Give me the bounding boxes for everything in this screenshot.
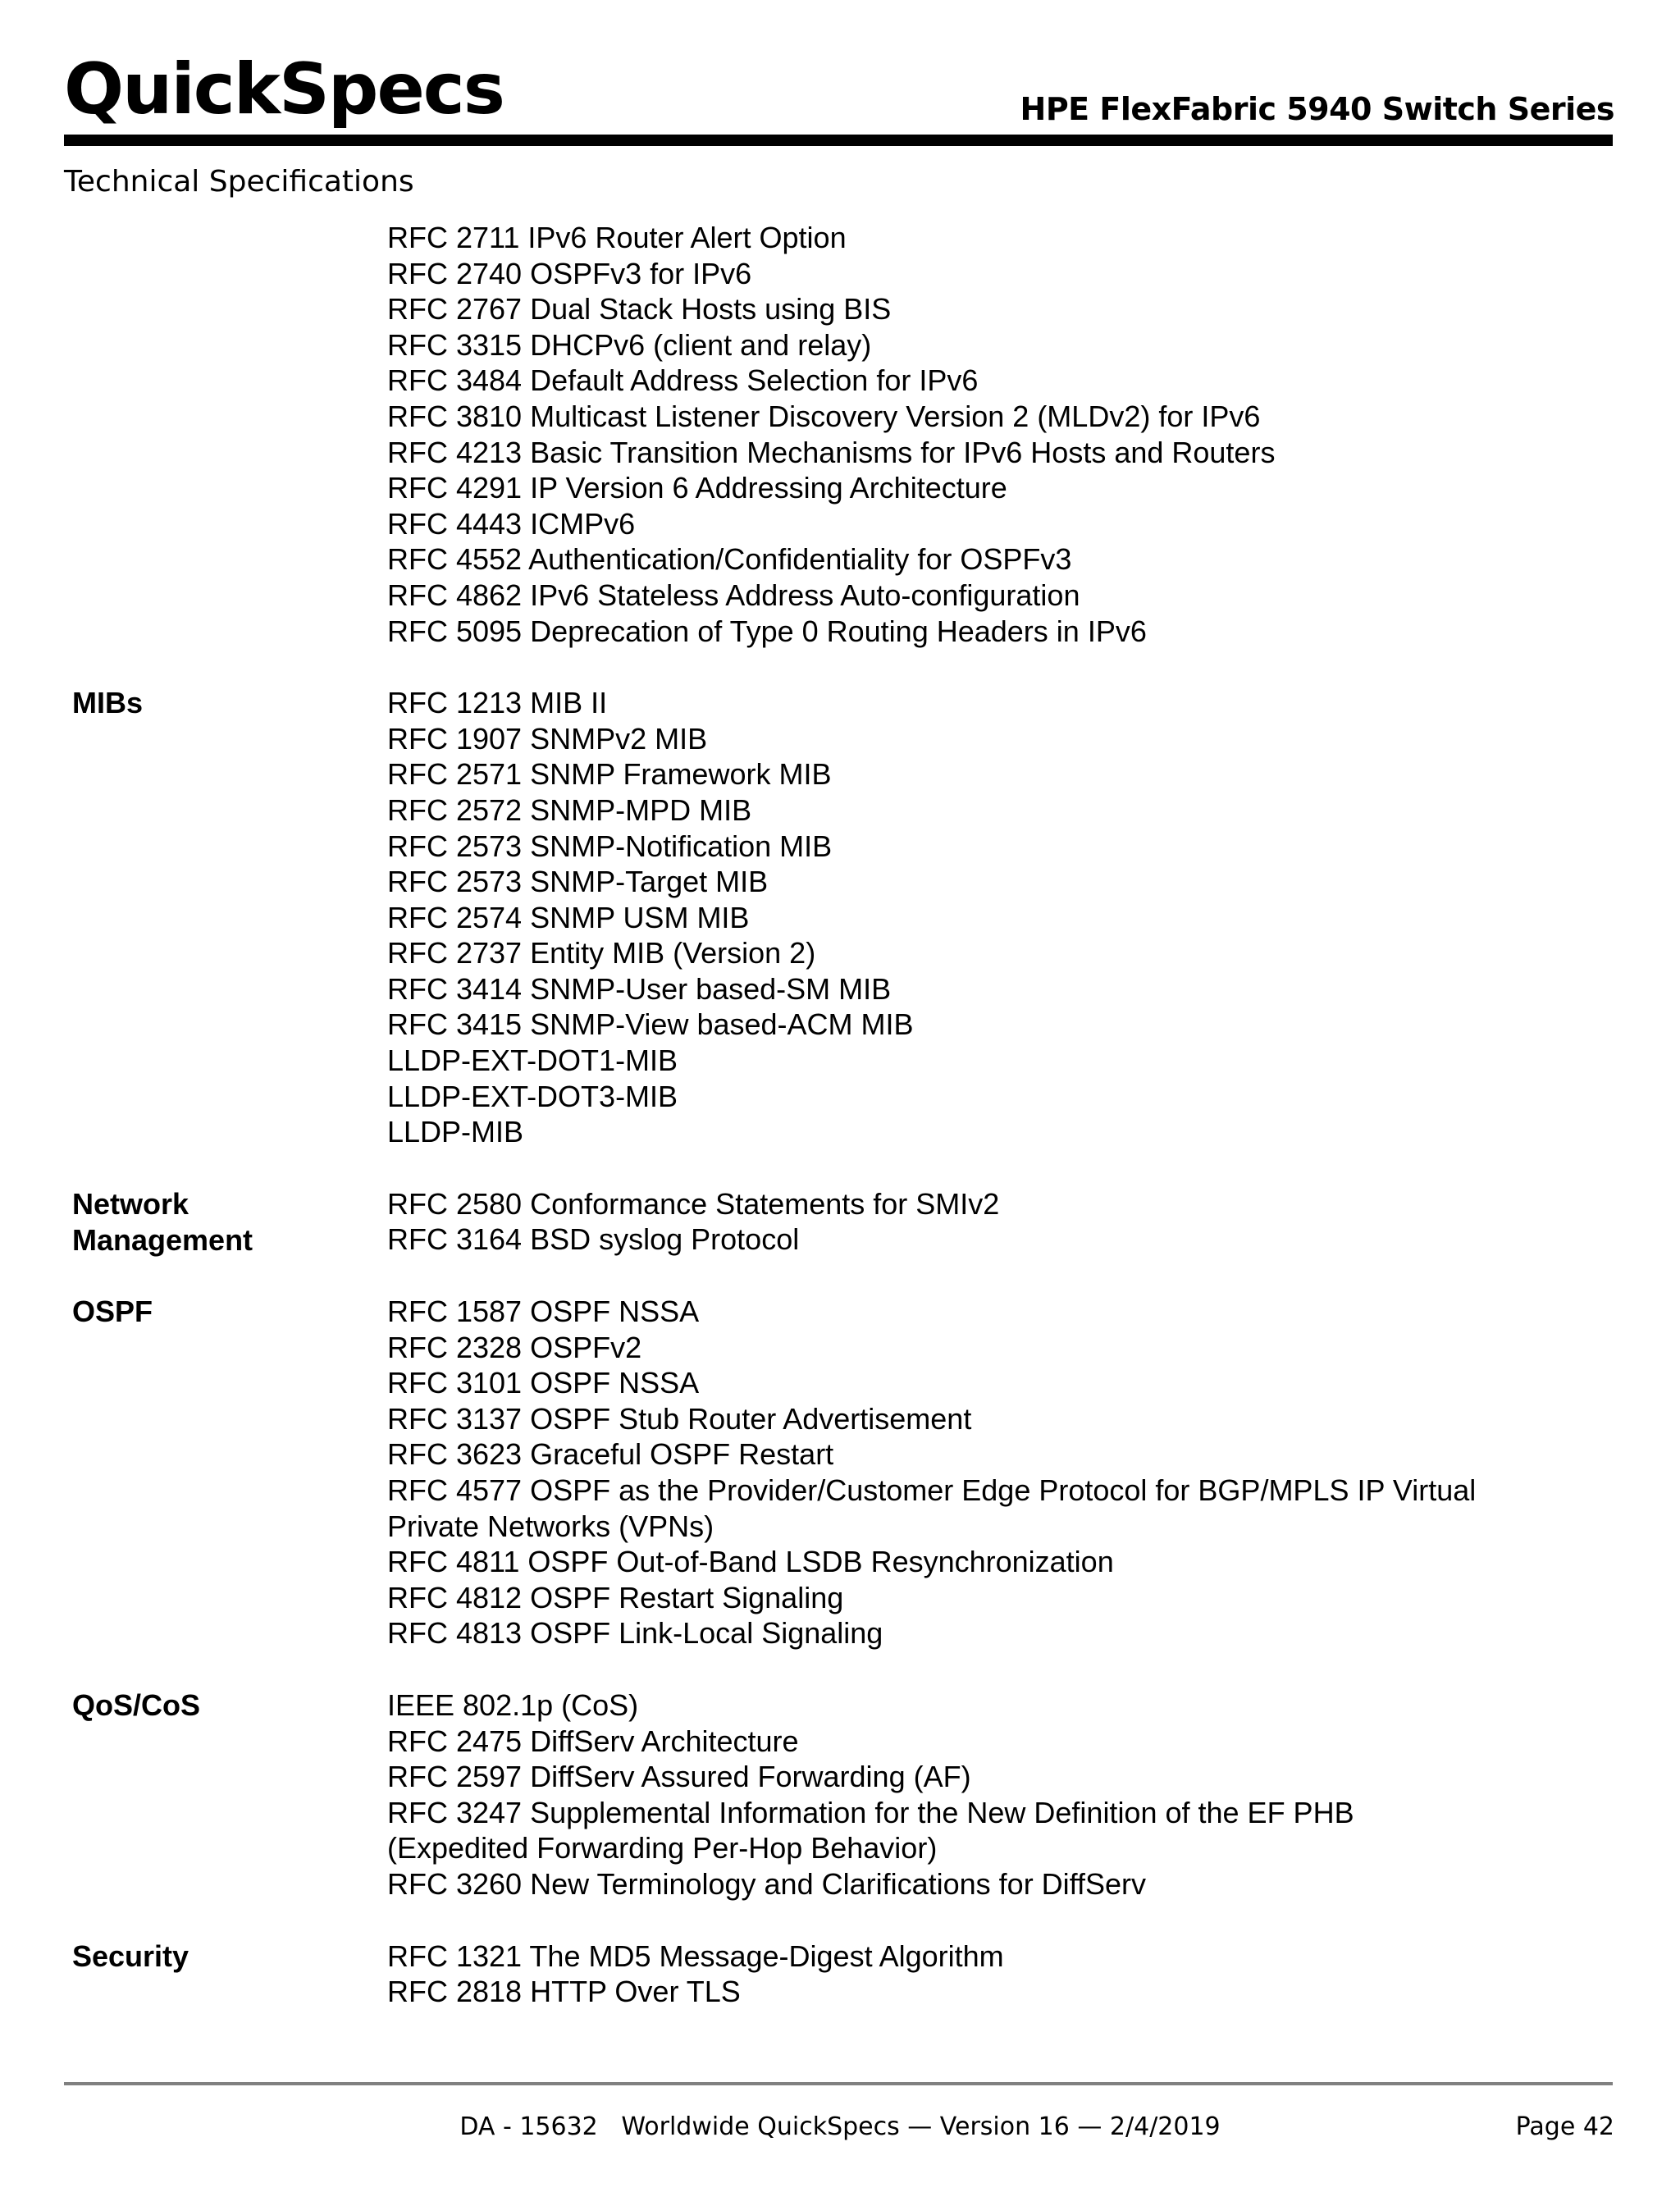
spec-item: LLDP-EXT-DOT1-MIB — [387, 1043, 678, 1078]
spec-item: RFC 4213 Basic Transition Mechanisms for IPv6 Hosts and Routers — [387, 435, 1276, 469]
spec-item-list — [387, 220, 1568, 649]
spec-item: RFC 2711 IPv6 Router Alert Option — [387, 221, 847, 254]
spec-item: RFC 2574 SNMP USM MIB — [387, 900, 750, 934]
spec-item: LLDP-EXT-DOT3-MIB — [387, 1079, 678, 1113]
spec-item: RFC 1321 The MD5 Message-Digest Algorithm — [387, 1939, 1004, 1973]
spec-item: RFC 4291 IP Version 6 Addressing Architecture — [387, 471, 1007, 505]
header-divider — [64, 135, 1613, 146]
spec-item: RFC 3137 OSPF Stub Router Advertisement — [387, 1401, 972, 1436]
spec-item: RFC 2572 SNMP-MPD MIB — [387, 792, 752, 827]
spec-item: RFC 3164 BSD syslog Protocol — [387, 1222, 800, 1257]
spec-category-label: OSPF — [72, 1295, 153, 1329]
spec-item: RFC 3414 SNMP-User based-SM MIB — [387, 971, 892, 1006]
spec-item-list — [387, 1687, 1568, 1902]
spec-block — [0, 1687, 1680, 1902]
spec-item: RFC 3101 OSPF NSSA — [387, 1366, 700, 1400]
spec-item-list — [387, 1294, 1568, 1651]
spec-item-list — [387, 685, 1568, 1150]
spec-item: RFC 2580 Conformance Statements for SMIv2 — [387, 1186, 1000, 1221]
spec-block — [0, 1186, 1680, 1258]
spec-item: RFC 4812 OSPF Restart Signaling — [387, 1580, 844, 1614]
spec-item: IEEE 802.1p (CoS) — [387, 1687, 639, 1722]
page-number: Page 42 — [1515, 2112, 1614, 2141]
section-heading: Technical Specifications — [64, 165, 414, 199]
spec-item: RFC 2328 OSPFv2 — [387, 1330, 642, 1364]
spec-item: RFC 3623 Graceful OSPF Restart — [387, 1437, 834, 1472]
spec-item: LLDP-MIB — [387, 1115, 524, 1149]
spec-category-label: MIBs — [72, 686, 144, 720]
spec-content — [0, 220, 1680, 2046]
spec-item: RFC 1587 OSPF NSSA — [387, 1295, 700, 1329]
spec-item: RFC 4862 IPv6 Stateless Address Auto-configuration — [387, 578, 1080, 612]
spec-item: RFC 4552 Authentication/Confidentiality for OSPFv3 — [387, 542, 1072, 577]
footer-divider — [64, 2082, 1613, 2085]
spec-item: RFC 2573 SNMP-Target MIB — [387, 865, 769, 899]
spec-item: RFC 1213 MIB II — [387, 686, 608, 720]
spec-item: RFC 3315 DHCPv6 (client and relay) — [387, 327, 872, 362]
spec-block — [0, 1939, 1680, 2010]
spec-item: RFC 3260 New Terminology and Clarifications for DiffServ — [387, 1866, 1147, 1901]
spec-category-label: QoS/CoS — [72, 1687, 201, 1722]
spec-category-label: Network Management — [72, 1186, 253, 1257]
spec-item: RFC 4577 OSPF as the Provider/Customer Edge Protocol for BGP/MPLS IP Virtual Private Networks (VPNs) — [387, 1473, 1477, 1543]
spec-category-label: Security — [72, 1939, 189, 1973]
spec-block — [0, 1294, 1680, 1651]
spec-item: RFC 2740 OSPFv3 for IPv6 — [387, 256, 752, 290]
spec-item: RFC 2475 DiffServ Architecture — [387, 1724, 799, 1758]
spec-item: RFC 4811 OSPF Out-of-Band LSDB Resynchronization — [387, 1545, 1114, 1579]
spec-item: RFC 3415 SNMP-View based-ACM MIB — [387, 1007, 914, 1042]
spec-item: RFC 4443 ICMPv6 — [387, 506, 636, 541]
spec-item: RFC 2818 HTTP Over TLS — [387, 1975, 741, 2009]
spec-item: RFC 3484 Default Address Selection for IPv6 — [387, 363, 979, 398]
footer-document-info: DA - 15632 Worldwide QuickSpecs — Version 16 — 2/4/2019 — [459, 2112, 1221, 2141]
spec-item: RFC 3810 Multicast Listener Discovery Version 2 (MLDv2) for IPv6 — [387, 399, 1261, 433]
spec-block — [0, 685, 1680, 1150]
spec-item-list — [387, 1939, 1568, 2010]
spec-item: RFC 3247 Supplemental Information for the New Definition of the EF PHB (Expedited Forwarding Per-Hop Behavior) — [387, 1795, 1354, 1865]
spec-item: RFC 4813 OSPF Link-Local Signaling — [387, 1616, 883, 1651]
spec-item: RFC 2597 DiffServ Assured Forwarding (AF) — [387, 1760, 971, 1794]
product-name: HPE FlexFabric 5940 Switch Series — [1020, 91, 1614, 127]
spec-item: RFC 2737 Entity MIB (Version 2) — [387, 936, 816, 970]
document-title: QuickSpecs — [64, 48, 504, 130]
spec-item: RFC 2571 SNMP Framework MIB — [387, 757, 832, 792]
spec-block — [0, 220, 1680, 649]
spec-item: RFC 2767 Dual Stack Hosts using BIS — [387, 292, 892, 327]
spec-item: RFC 1907 SNMPv2 MIB — [387, 721, 708, 756]
spec-item: RFC 2573 SNMP-Notification MIB — [387, 829, 833, 863]
spec-item: RFC 5095 Deprecation of Type 0 Routing Headers in IPv6 — [387, 614, 1147, 648]
spec-item-list — [387, 1186, 1568, 1258]
